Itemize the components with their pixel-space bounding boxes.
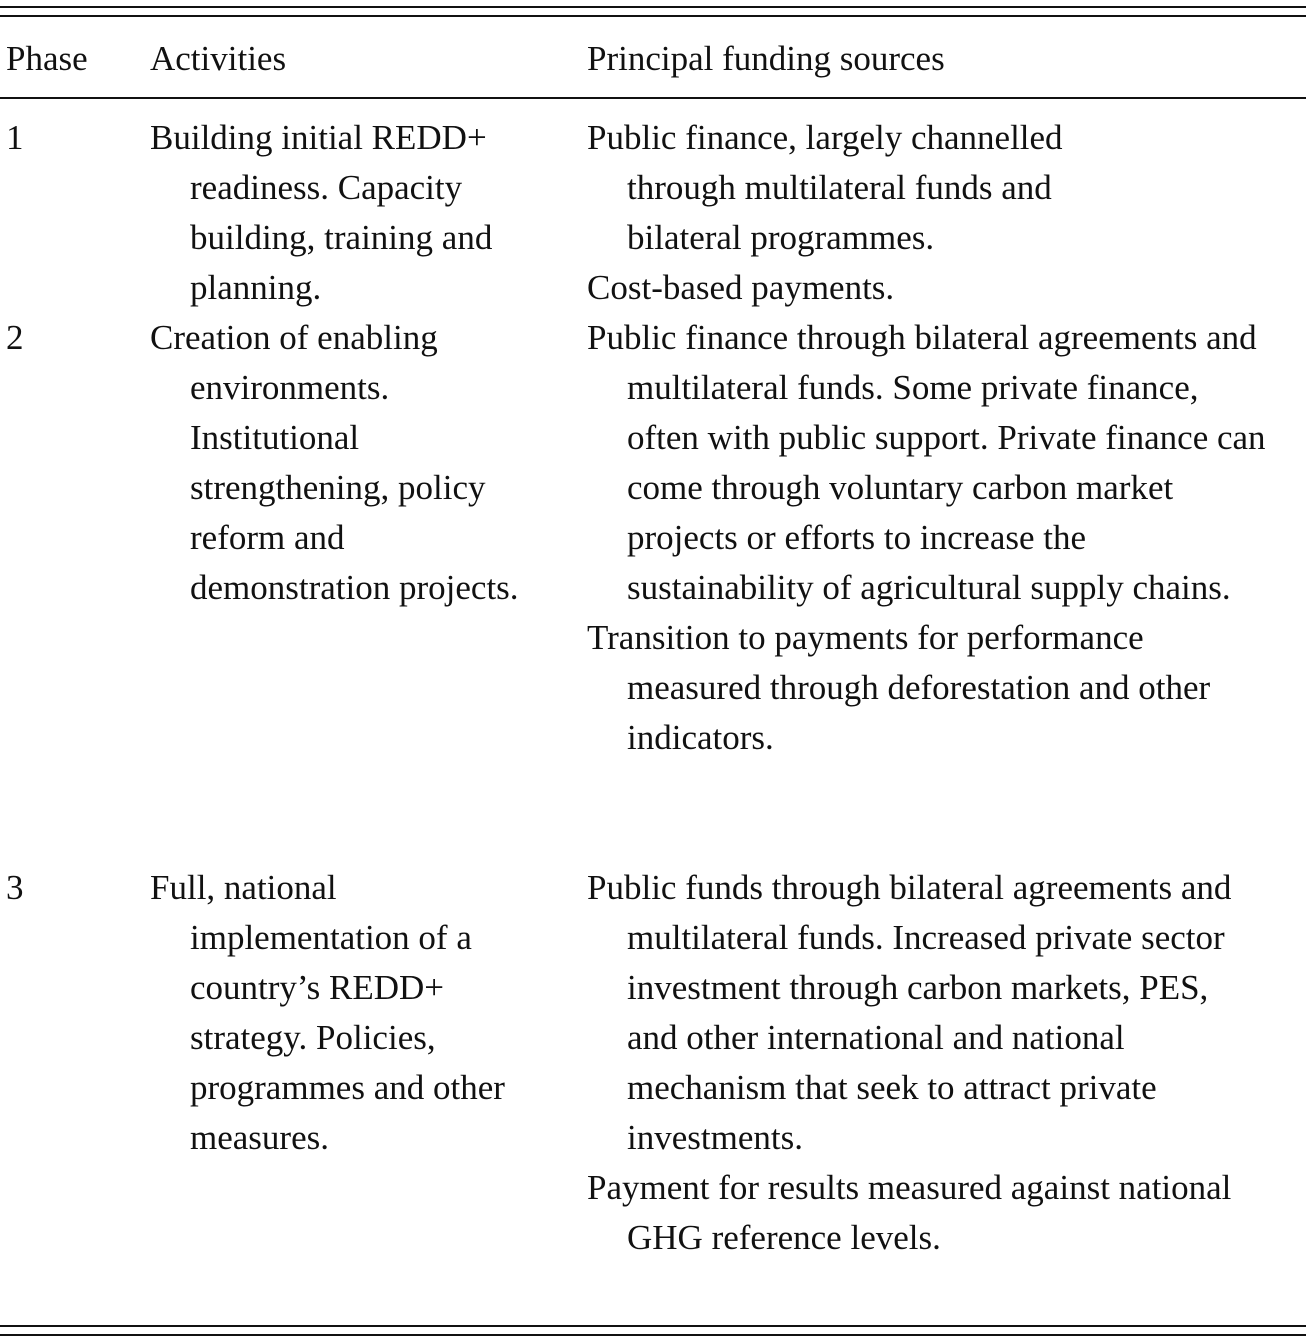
row-3-funding [587,863,1267,1263]
bottom-rule-2 [0,1334,1306,1336]
row-1-activities-text: Building initial REDD+ readiness. Capacity building, training and planning. [150,118,493,307]
row-1-phase: 1 [6,118,24,157]
row-3-funding-para-1: Public funds through bilateral agreements and multilateral funds. Increased private sector investment through carbon markets, PES, and other international and national mechanism that seek to attract private investments. [587,868,1232,1157]
row-1-funding-para-1: Public finance, largely channelled through multilateral funds and bilateral programmes. [587,118,1063,257]
row-2-funding [587,313,1277,763]
row-1-funding [587,113,1147,313]
top-rule-2 [0,15,1306,17]
row-1-activities [150,113,570,313]
header-phase: Phase [6,39,88,78]
row-3-phase: 3 [6,868,24,907]
row-1-funding-para-2: Cost-based payments. [587,268,895,307]
bottom-rule-1 [0,1325,1306,1327]
row-2-funding-para-2: Transition to payments for performance measured through deforestation and other indicators. [587,618,1211,757]
header-rule [0,97,1306,99]
row-2-phase: 2 [6,318,24,357]
header-funding: Principal funding sources [587,39,945,78]
row-3-activities-text: Full, national implementation of a country’s REDD+ strategy. Policies, programmes and other measures. [150,868,505,1157]
row-2-activities [150,313,530,613]
header-activities: Activities [150,39,287,78]
row-3-funding-para-2: Payment for results measured against national GHG reference levels. [587,1168,1232,1257]
row-2-activities-text: Creation of enabling environments. Institutional strengthening, policy reform and demonstration projects. [150,318,519,607]
row-2-funding-para-1: Public finance through bilateral agreements and multilateral funds. Some private finance, often with public support. Private finance can come through voluntary carbon market projects or efforts to increase the sustainability of agricultural supply chains. [587,318,1266,607]
row-3-activities [150,863,530,1163]
top-rule-1 [0,6,1306,8]
